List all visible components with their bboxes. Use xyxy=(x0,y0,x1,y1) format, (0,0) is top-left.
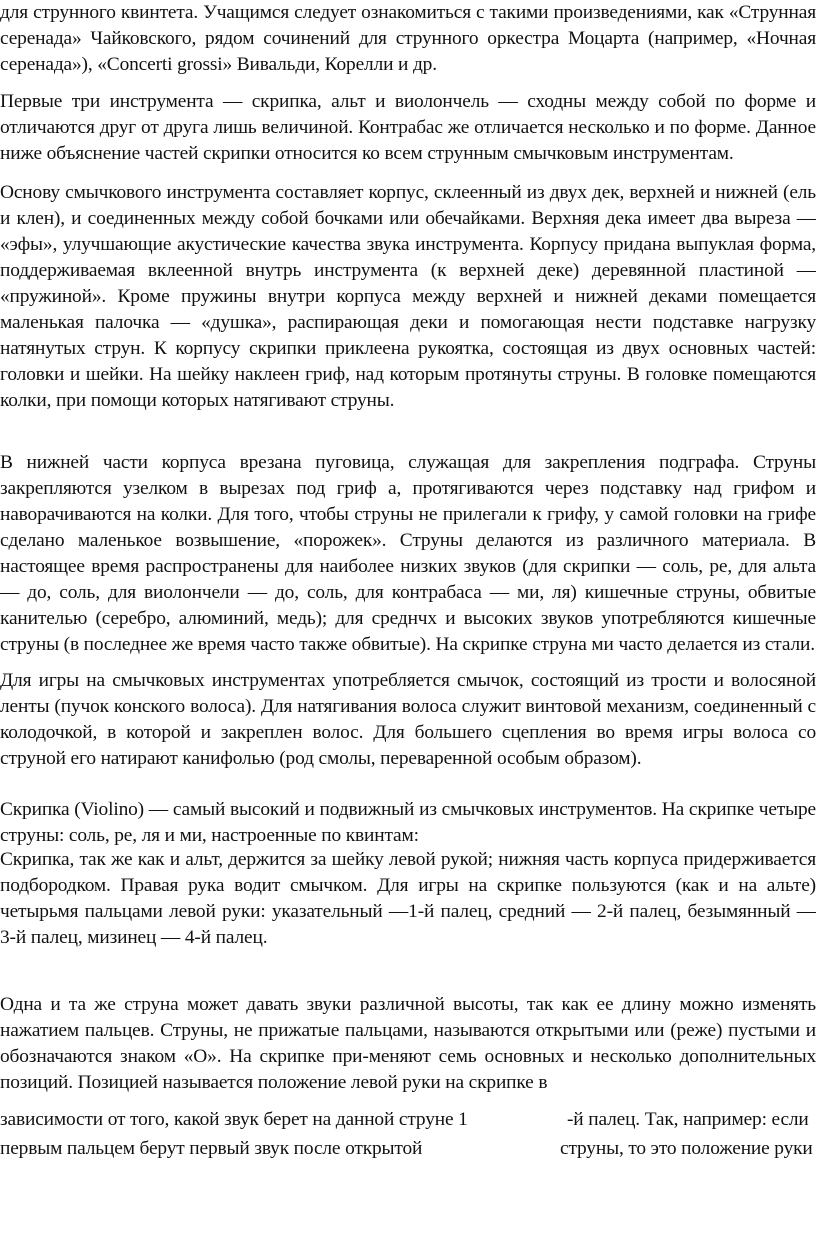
paragraph-instruments-shape: Первые три инструмента — скрипка, альт и виолончель — сходны между собой по форме и отличаются друг от друга лишь величиной. Контрабас же отличается несколько и по форме. Данное ниже объяснение частей скрипки относится ко всем струнным смычковым инструментам. xyxy=(0,91,816,164)
paragraph-quintet-works: для струнного квинтета. Учащимся следует ознакомиться с такими произведениями, как «Струнная серенада» Чайковского, рядом сочинений для струнного оркестра Моцарта (например, «Ночная серенада»), «Concerti grossi» Вивальди, Корелли и др. xyxy=(0,2,816,75)
paragraph-violin-holding: Скрипка, так же как и альт, держится за шейку левой рукой; нижняя часть корпуса придерживается подбородком. Правая рука водит смычком. Для игры на скрипке пользуются (как и на альте) четырьмя пальцами левой руки: указательный —1-й палец, средний — 2-й палец, безымянный — 3-й палец, мизинец — 4-й палец. xyxy=(0,849,816,948)
bottom-line-2-left: первым пальцем берут первый звук после открытой xyxy=(0,1138,423,1159)
paragraph-violin-intro: Скрипка (Violino) — самый высокий и подвижный из смычковых инструментов. На скрипке четыре струны: соль, ре, ля и ми, настроенные по квинтам: xyxy=(0,799,816,846)
paragraph-body-construction: Основу смычкового инструмента составляет корпус, склеенный из двух дек, верхней и нижней (ель и клен), и соединенных между собой бочками или обечайками. Верхняя дека имеет два выреза — «эфы», улучшающие акустические качества звука инструмента. Корпусу придана выпуклая форма, поддерживаемая вклеенной внутрь инструмента (к верхней деке) деревянной пластиной — «пружиной». Кроме пружины внутри корпуса между верхней и нижней деками помещается маленькая палочка — «душка», распирающая деки и помогающая нести подставке нагрузку натянутых струн. К корпусу скрипки приклеена рукоятка, состоящая из двух основных частей: головки и шейки. На шейку наклеен гриф, над которым протянуты струны. В головке помещаются колки, при помощи которых натягивают струны. xyxy=(0,182,816,411)
bottom-line-1-left: зависимости от того, какой звук берет на данной струне 1 xyxy=(0,1109,468,1130)
paragraph-strings: В нижней части корпуса врезана пуговица, служащая для закрепления подграфа. Струны закрепляются узелком в вырезах под гриф а, протягиваются через подставку над грифом и наворачиваются на колки. Для того, чтобы струны не прилегали к грифу, у самой головки на грифе сделано маленькое возвышение, «порожек». Струны делаются из различного материала. В настоящее время распространены для наиболее низких звуков (для скрипки — соль, ре, для альта — до, соль, для виолончели — до, соль, для контрабаса — ми, ля) кишечные струны, обвитые канителью (серебро, алюминий, медь); для среднчх и высоких звуков употребляются кишечные струны (в последнее же время часто также обвитые). На скрипке струна ми часто делается из стали. xyxy=(0,452,816,655)
paragraph-positions: Одна и та же струна может давать звуки различной высоты, так как ее длину можно изменять нажатием пальцев. Струны, не прижатые пальцами, называются открытыми или (реже) пустыми и обозначаются знаком «О». На скрипке при-меняют семь основных и несколько дополнительных позиций. Позицией называется положение левой руки на скрипке в xyxy=(0,994,816,1093)
bottom-line-1-right: -й палец. Так, например: если xyxy=(567,1109,809,1130)
bottom-line-2-right: струны, то это положение руки xyxy=(560,1138,813,1159)
paragraph-bow: Для игры на смычковых инструментах употребляется смычок, состоящий из трости и волосяной ленты (пучок конского волоса). Для натягивания волоса служит винтовой механизм, соединенный с колодочкой, в которой и закреплен волос. Для большего сцепления во время игры волоса со струной его натирают канифолью (род смолы, переваренной особым образом). xyxy=(0,670,816,769)
